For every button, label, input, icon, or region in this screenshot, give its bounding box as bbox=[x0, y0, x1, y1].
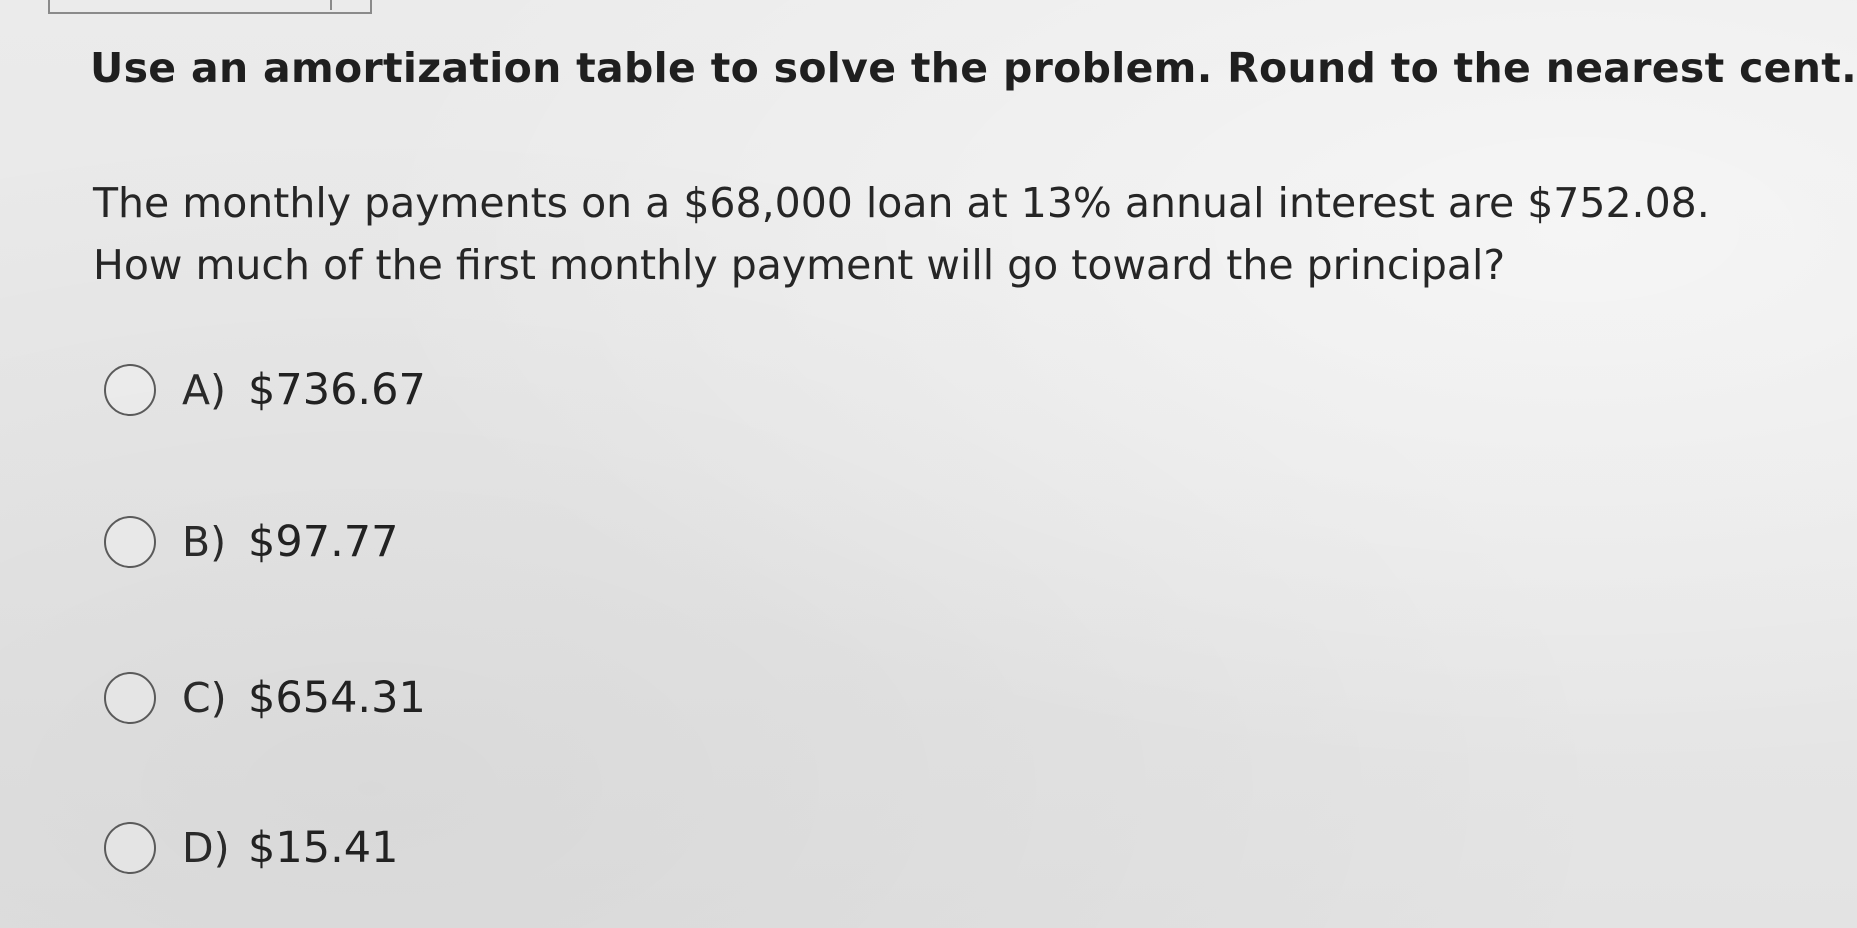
radio-button-b[interactable] bbox=[104, 516, 156, 568]
instruction-text: Use an amortization table to solve the problem. Round to the nearest cent. bbox=[90, 44, 1857, 92]
option-letter-c: C) bbox=[182, 674, 227, 722]
top-tab-divider bbox=[330, 0, 332, 10]
option-value-a[interactable]: $736.67 bbox=[248, 365, 426, 415]
option-value-b[interactable]: $97.77 bbox=[248, 517, 399, 567]
answer-option-c[interactable] bbox=[104, 668, 426, 728]
option-letter-b: B) bbox=[182, 518, 227, 566]
radio-button-d[interactable] bbox=[104, 822, 156, 874]
option-letter-d: D) bbox=[182, 824, 230, 872]
answer-option-a[interactable] bbox=[104, 360, 426, 420]
radio-button-c[interactable] bbox=[104, 672, 156, 724]
option-value-d[interactable]: $15.41 bbox=[248, 823, 399, 873]
option-value-c[interactable]: $654.31 bbox=[248, 673, 426, 723]
question-text: The monthly payments on a $68,000 loan at 13% annual interest are $752.08. How much of the first monthly payment will go toward the principal? bbox=[93, 179, 1710, 289]
answer-option-b[interactable] bbox=[104, 512, 398, 572]
answer-option-d[interactable] bbox=[104, 818, 398, 878]
radio-button-a[interactable] bbox=[104, 364, 156, 416]
top-tab-frame bbox=[48, 0, 372, 14]
option-letter-a: A) bbox=[182, 366, 227, 414]
